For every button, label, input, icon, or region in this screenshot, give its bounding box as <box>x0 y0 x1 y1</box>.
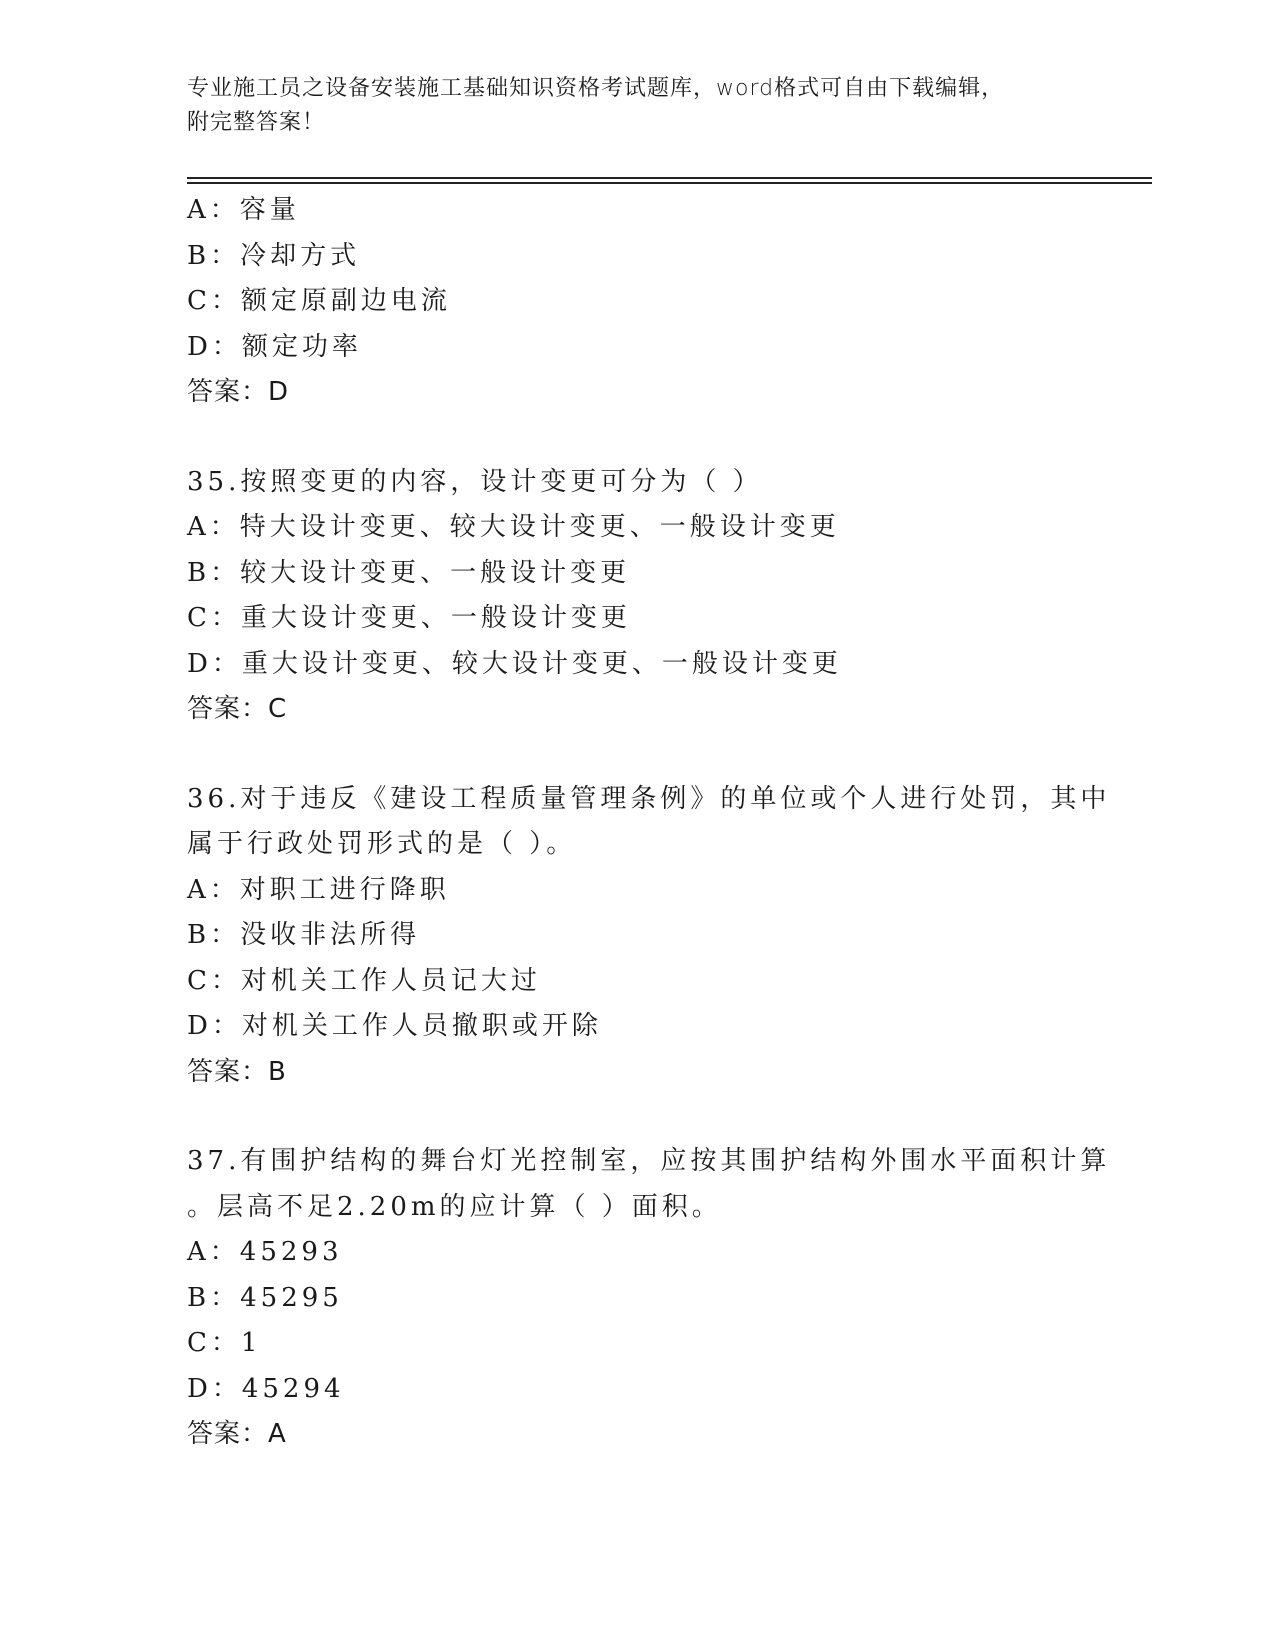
option-b: B：45295 <box>187 1282 343 1313</box>
header-line-1: 专业施工员之设备安装施工基础知识资格考试题库，word格式可自由下载编辑， <box>187 76 1005 101</box>
option-a: A：容量 <box>187 195 300 225</box>
option-a: A：对职工进行降职 <box>187 874 450 905</box>
question-text-continued: 属于行政处罚形式的是（ ）。 <box>187 829 577 859</box>
answer-line: 答案：B <box>187 1056 287 1087</box>
header-divider-top <box>187 177 1152 179</box>
option-d: D：对机关工作人员撤职或开除 <box>187 1011 602 1041</box>
option-c: C：1 <box>187 1328 262 1358</box>
option-b: B：冷却方式 <box>187 240 361 271</box>
block-spacer <box>187 733 1087 777</box>
option-d: D：重大设计变更、较大设计变更、一般设计变更 <box>187 648 842 679</box>
document-header <box>187 72 1087 140</box>
question-block <box>187 1139 1111 1458</box>
option-c: C：重大设计变更、一般设计变更 <box>187 603 631 633</box>
option-c: C：额定原副边电流 <box>187 286 451 316</box>
block-spacer <box>187 1095 1087 1139</box>
question-text: 35.按照变更的内容，设计变更可分为（ ） <box>187 466 763 497</box>
question-list <box>187 188 1111 1458</box>
option-d: D：额定功率 <box>187 331 362 362</box>
answer-line: 答案：A <box>187 1419 287 1449</box>
question-text: 37.有围护结构的舞台灯光控制室，应按其围护结构外围水平面积计算 <box>187 1146 1111 1176</box>
block-spacer <box>187 416 1087 460</box>
option-a: A：45293 <box>187 1237 343 1267</box>
option-b: B：较大设计变更、一般设计变更 <box>187 557 631 588</box>
question-block <box>187 188 1087 416</box>
question-text-continued: 。层高不足2.20m的应计算（ ）面积。 <box>187 1191 722 1222</box>
option-b: B：没收非法所得 <box>187 920 421 950</box>
option-d: D：45294 <box>187 1373 345 1404</box>
option-a: A：特大设计变更、较大设计变更、一般设计变更 <box>187 512 840 542</box>
answer-line: 答案：C <box>187 694 288 724</box>
header-divider-bottom <box>187 182 1152 184</box>
question-text: 36.对于违反《建设工程质量管理条例》的单位或个人进行处罚，其中 <box>187 783 1111 814</box>
answer-line: 答案：D <box>187 377 290 407</box>
header-line-2: 附完整答案！ <box>187 110 326 135</box>
question-block <box>187 777 1111 1096</box>
option-c: C：对机关工作人员记大过 <box>187 965 541 996</box>
question-block <box>187 460 1087 733</box>
